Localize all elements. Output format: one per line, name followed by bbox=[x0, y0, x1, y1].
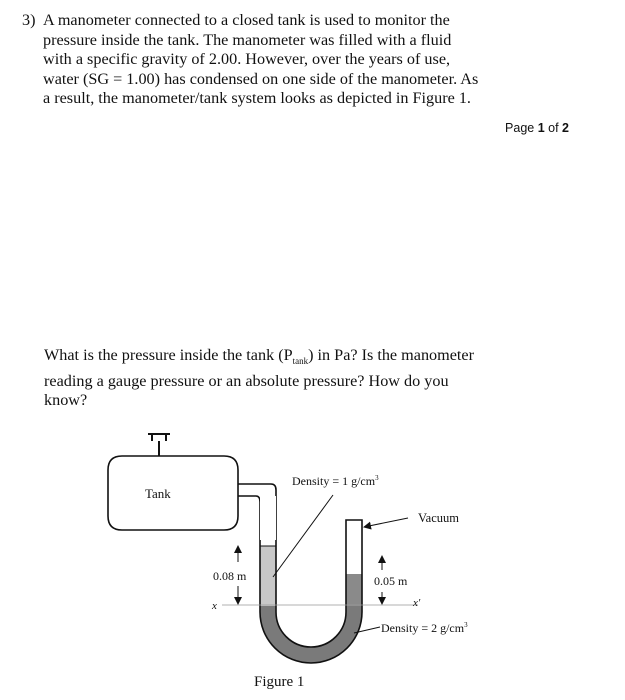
problem-line-5: a result, the manometer/tank system looks as depicted in Figure 1. bbox=[43, 89, 471, 108]
question-line-3: know? bbox=[44, 391, 88, 410]
fluid-right-leg bbox=[346, 574, 362, 606]
tank-label: Tank bbox=[145, 486, 171, 501]
density-water-label: Density = 1 $g/cm^3$ bbox=[292, 474, 379, 488]
vacuum-arrow bbox=[364, 518, 408, 527]
figure-caption: Figure 1 bbox=[254, 674, 305, 690]
density-water-leader bbox=[273, 495, 333, 577]
page-indicator: Page 1 of 2 bbox=[505, 121, 569, 135]
problem-number: 3) bbox=[22, 11, 36, 29]
tank bbox=[108, 456, 238, 530]
height-right-label: 0.05 m bbox=[374, 574, 408, 588]
water-column bbox=[260, 496, 276, 546]
problem-line-3: with a specific gravity of 2.00. However, over the years of use, bbox=[43, 50, 451, 69]
density-fluid-label: Density = 2 $g/cm^3$ bbox=[381, 621, 468, 635]
page-total: 2 bbox=[562, 121, 569, 135]
problem-line-4: water (SG = 1.00) has condensed on one side of the manometer. As bbox=[43, 69, 479, 88]
x-label: x bbox=[212, 600, 217, 612]
page-current: 1 bbox=[537, 121, 545, 135]
question-line-2: reading a gauge pressure or an absolute pressure? How do you bbox=[44, 371, 449, 390]
problem-line-1: A manometer connected to a closed tank is used to monitor the bbox=[43, 11, 450, 29]
question-line-1: What is the pressure inside the tank $(P_{tank})$ in Pa? Is the manometer bbox=[44, 346, 474, 367]
problem-line-2: pressure inside the tank. The manometer was filled with a fluid bbox=[43, 30, 452, 49]
valve-icon bbox=[148, 434, 170, 456]
x-prime-label: x′ bbox=[413, 597, 421, 609]
height-left-label: 0.08 m bbox=[213, 569, 247, 583]
vacuum-label: Vacuum bbox=[418, 511, 459, 525]
